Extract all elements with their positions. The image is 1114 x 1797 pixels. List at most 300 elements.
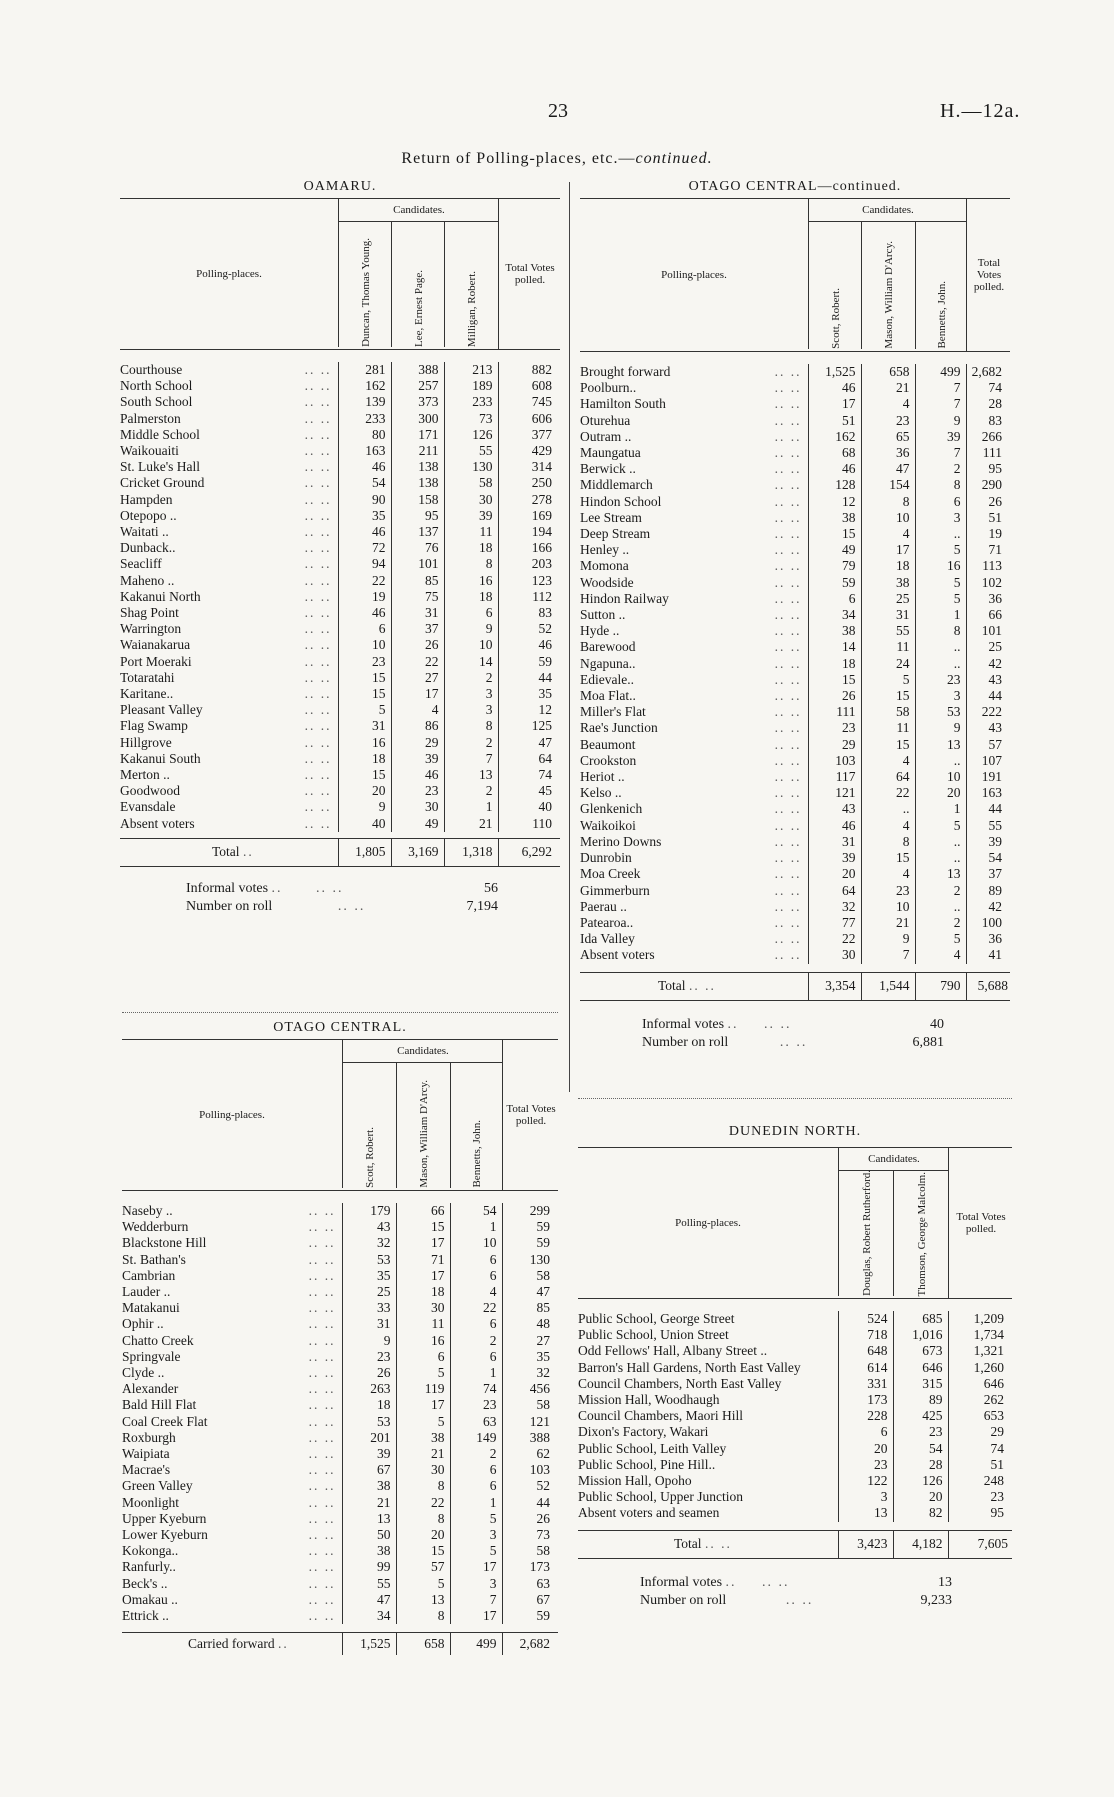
candidate-votes-cell: 32 [808,899,861,915]
total-votes-cell: 54 [966,850,1010,866]
polling-place-name: Flag Swamp .. .. [120,718,332,734]
candidate-votes-cell: 8 [444,718,498,734]
candidate-votes-cell: 8 [861,494,915,510]
total-votes-cell: 25 [966,639,1010,655]
polling-place-name: Ida Valley .. .. [580,931,802,947]
column-divider [569,182,570,1092]
polling-place-name: Chatto Creek .. .. [122,1332,336,1348]
table-row [122,1252,558,1268]
total-votes-cell: 646 [948,1376,1012,1392]
candidate-votes-cell: 30 [444,492,498,508]
polling-place-name: Hyde .. .. .. [580,623,802,639]
candidate-name: Bennetts, John. [915,221,967,349]
table-row [580,801,1010,817]
carried-forward-row: Carried forward .. 1,525 658 499 2,682 [122,1632,558,1655]
polling-place-name: Naseby .. .. .. [122,1203,336,1218]
candidate-votes-cell: .. [915,850,966,866]
polling-place-name: Pleasant Valley .. .. [120,702,332,718]
candidate-votes-cell: 23 [338,654,391,670]
table-row [122,1235,558,1251]
candidate-votes-cell: 6 [808,591,861,607]
candidate-votes-cell: 658 [861,364,915,380]
total-votes-cell: 222 [966,704,1010,720]
candidate-votes-cell: 23 [808,720,861,736]
candidate-votes-cell: 685 [893,1311,948,1327]
candidates-heading: Candidates. [808,199,967,222]
total-votes-cell: 278 [498,492,560,508]
candidate-votes-cell: 22 [396,1495,450,1511]
table-row [580,380,1010,396]
candidate-votes-cell: 122 [838,1473,893,1489]
polling-place-name: Poolburn.. .. .. [580,380,802,396]
candidate-votes-cell: 38 [861,575,915,591]
polling-place-name: Seacliff .. .. [120,556,332,572]
candidate-votes-cell: 1 [915,801,966,817]
total-votes-cell: 27 [502,1333,558,1349]
total-votes-cell: 377 [498,427,560,443]
candidate-votes-cell: 14 [444,654,498,670]
polling-place-name: Springvale .. .. [122,1348,336,1364]
candidate-votes-cell: 21 [396,1446,450,1462]
candidate-votes-cell: 121 [808,785,861,801]
table-header [578,1147,1012,1299]
candidate-votes-cell: 53 [915,704,966,720]
polling-place-name: Karitane.. .. .. [120,686,332,702]
candidate-votes-cell: 46 [808,380,861,396]
table-row [580,623,1010,639]
polling-place-name: Port Moeraki .. .. [120,653,332,669]
polling-place-name: Gimmerburn .. .. [580,882,802,898]
candidate-votes-cell: 8 [861,834,915,850]
candidate-votes-cell: 11 [444,524,498,540]
total-votes-cell: 42 [966,899,1010,915]
candidate-votes-cell: 46 [808,818,861,834]
candidate-votes-cell: 58 [444,475,498,491]
total-votes-cell: 59 [502,1219,558,1235]
table-row [580,542,1010,558]
candidate-name: Milligan, Robert. [444,221,499,347]
total-votes-cell: 58 [502,1268,558,1284]
candidate-votes-cell: 55 [342,1576,396,1592]
candidate-votes-cell: 6 [915,494,966,510]
polling-place-name: Mission Hall, Woodhaugh [578,1392,720,1408]
table-row [122,1527,558,1543]
candidate-votes-cell: 10 [915,769,966,785]
candidate-votes-cell: 5 [450,1511,502,1527]
table-row [122,1349,558,1365]
total-votes-cell: 83 [966,413,1010,429]
table-row [122,1414,558,1430]
candidate-votes-cell: 38 [342,1478,396,1494]
candidate-votes-cell: 388 [391,362,444,378]
table-row [120,605,560,621]
table-row [578,1457,1012,1473]
table-row [580,818,1010,834]
polling-place-name: Warrington .. .. [120,621,332,637]
candidate-votes-cell: 22 [861,785,915,801]
candidate-votes-cell: 162 [338,378,391,394]
candidate-votes-cell: 38 [396,1430,450,1446]
candidate-votes-cell: 263 [342,1381,396,1397]
polling-place-name: Oturehua .. .. [580,412,802,428]
candidate-votes-cell: 5 [396,1414,450,1430]
candidate-votes-cell: 614 [838,1360,893,1376]
table-row [580,591,1010,607]
total-votes-heading: Total Votes polled. [502,1040,559,1190]
candidate-votes-cell: 13 [915,737,966,753]
candidate-votes-cell: 15 [861,737,915,753]
candidate-votes-cell: 15 [808,672,861,688]
candidate-votes-cell: 80 [338,427,391,443]
candidate-votes-cell: 257 [391,378,444,394]
candidate-votes-cell: 49 [808,542,861,558]
total-votes-cell: 191 [966,769,1010,785]
table-row [580,429,1010,445]
candidate-votes-cell: 55 [444,443,498,459]
polling-place-name: Wedderburn .. .. [122,1219,336,1235]
district-title: OAMARU. [303,179,377,194]
total-votes-cell: 41 [966,947,1010,963]
candidate-votes-cell: 17 [391,686,444,702]
total-votes-cell: 45 [498,783,560,799]
total-votes-cell: 130 [502,1252,558,1268]
candidate-votes-cell: 3 [450,1576,502,1592]
table-row [120,686,560,702]
table-row [580,834,1010,850]
table-row [580,575,1010,591]
table-row [122,1511,558,1527]
candidate-votes-cell: 1 [444,799,498,815]
candidate-votes-cell: 18 [808,656,861,672]
polling-place-name: Macrae's .. .. [122,1462,336,1478]
candidate-votes-cell: 74 [450,1381,502,1397]
candidate-votes-cell: 4 [861,396,915,412]
table-row [122,1365,558,1381]
candidate-votes-cell: 46 [338,605,391,621]
candidate-votes-cell: 71 [396,1252,450,1268]
candidate-votes-cell: 20 [808,866,861,882]
candidate-votes-cell: 35 [338,508,391,524]
table-row [580,737,1010,753]
candidate-votes-cell: 18 [444,540,498,556]
candidate-votes-cell: 32 [342,1235,396,1251]
table-row [120,411,560,427]
candidate-votes-cell: 72 [338,540,391,556]
polling-place-name: Waitati .. .. .. [120,524,332,540]
polling-place-name: Brought forward .. .. [580,364,802,379]
polling-place-name: Lee Stream .. .. [580,509,802,525]
results-table [122,1203,558,1624]
candidate-votes-cell: 1,016 [893,1327,948,1343]
polling-place-name: Hampden .. .. [120,491,332,507]
total-votes-cell: 74 [966,380,1010,396]
candidate-votes-cell: 39 [342,1446,396,1462]
candidate-votes-cell: 648 [838,1343,893,1359]
candidate-votes-cell: 158 [391,492,444,508]
candidates-heading: Candidates. [338,199,499,222]
candidate-votes-cell: 46 [338,459,391,475]
candidate-votes-cell: 7 [915,380,966,396]
candidate-votes-cell: 20 [915,785,966,801]
candidate-votes-cell: 66 [396,1203,450,1219]
candidate-name: Duncan, Thomas Young. [338,221,392,347]
candidate-votes-cell: 13 [396,1592,450,1608]
total-votes-cell: 74 [948,1441,1012,1457]
candidate-votes-cell: 17 [396,1235,450,1251]
candidate-votes-cell: 47 [342,1592,396,1608]
polling-place-name: Palmerston .. .. [120,410,332,426]
candidate-votes-cell: 7 [444,751,498,767]
table-row [120,670,560,686]
candidate-votes-cell: 18 [338,751,391,767]
candidate-votes-cell: 7 [861,947,915,963]
candidate-votes-cell: 4 [861,866,915,882]
total-votes-cell: 123 [498,573,560,589]
table-row [578,1311,1012,1327]
candidate-votes-cell: 5 [915,575,966,591]
candidate-votes-cell: 7 [915,445,966,461]
polling-place-name: Public School, Pine Hill.. [578,1456,716,1472]
total-votes-cell: 456 [502,1381,558,1397]
candidate-votes-cell: 58 [861,704,915,720]
total-votes-cell: 173 [502,1559,558,1575]
table-row [120,816,560,832]
polling-place-name: Outram .. .. .. [580,428,802,444]
candidate-votes-cell: 5 [915,542,966,558]
candidate-votes-cell: 5 [338,702,391,718]
candidate-votes-cell: 4 [861,526,915,542]
candidate-votes-cell: 20 [838,1441,893,1457]
table-row [578,1424,1012,1440]
candidate-votes-cell: 73 [444,411,498,427]
return-title: Return of Polling-places, etc.—continued. [401,150,713,167]
candidate-votes-cell: 63 [450,1414,502,1430]
table-row [580,785,1010,801]
polling-place-name: Patearoa.. .. .. [580,914,802,930]
polling-place-name: Deep Stream .. .. [580,526,802,542]
candidate-votes-cell: 31 [338,718,391,734]
candidate-votes-cell: 55 [861,623,915,639]
polling-place-name: Council Chambers, North East Valley [578,1375,782,1391]
candidate-votes-cell: 163 [338,443,391,459]
table-row [580,461,1010,477]
candidate-votes-cell: 2 [915,461,966,477]
candidate-votes-cell: 5 [915,931,966,947]
candidate-votes-cell: 53 [342,1414,396,1430]
table-row [578,1376,1012,1392]
candidate-votes-cell: 57 [396,1559,450,1575]
polling-place-name: Public School, George Street [578,1311,735,1326]
total-votes-cell: 35 [498,686,560,702]
candidate-votes-cell: 139 [338,394,391,410]
candidate-votes-cell: 23 [450,1397,502,1413]
total-votes-cell: 110 [498,816,560,832]
polling-place-name: Middle School .. .. [120,426,332,442]
candidate-votes-cell: 499 [915,364,966,380]
candidate-votes-cell: 119 [396,1381,450,1397]
candidate-votes-cell: 13 [915,866,966,882]
table-row [580,510,1010,526]
polling-place-name: Absent voters .. .. [580,947,802,963]
total-votes-cell: 26 [966,494,1010,510]
candidate-votes-cell: 13 [838,1505,893,1521]
candidate-votes-cell: .. [915,899,966,915]
polling-place-name: Waipiata .. .. [122,1446,336,1462]
candidate-votes-cell: 16 [338,735,391,751]
table-row [122,1462,558,1478]
total-votes-cell: 57 [966,737,1010,753]
candidate-votes-cell: 149 [450,1430,502,1446]
candidate-votes-cell: 12 [808,494,861,510]
candidate-votes-cell: 28 [893,1457,948,1473]
table-row [580,672,1010,688]
table-row [580,850,1010,866]
polling-place-name: Odd Fellows' Hall, Albany Street .. [578,1343,768,1359]
candidate-votes-cell: 6 [838,1424,893,1440]
candidate-votes-cell: 25 [342,1284,396,1300]
candidate-votes-cell: 34 [342,1608,396,1624]
polling-place-name: Barron's Hall Gardens, North East Valley [578,1359,801,1375]
polling-place-name: Barewood .. .. [580,639,802,655]
table-row [120,589,560,605]
table-row [122,1495,558,1511]
table-row [120,735,560,751]
total-votes-cell: 42 [966,656,1010,672]
candidate-votes-cell: 15 [861,850,915,866]
table-row [578,1392,1012,1408]
candidate-votes-cell: 77 [808,915,861,931]
candidate-votes-cell: 43 [808,801,861,817]
total-votes-cell: 1,209 [948,1311,1012,1327]
candidate-votes-cell: 213 [444,362,498,378]
candidate-votes-cell: 138 [391,475,444,491]
candidate-votes-cell: 30 [808,947,861,963]
candidate-votes-cell: 82 [893,1505,948,1521]
candidate-votes-cell: 18 [444,589,498,605]
total-votes-cell: 44 [498,670,560,686]
table-row [580,947,1010,963]
candidate-votes-cell: 331 [838,1376,893,1392]
candidate-votes-cell: .. [915,639,966,655]
candidate-votes-cell: 6 [450,1252,502,1268]
candidate-votes-cell: 8 [915,623,966,639]
total-votes-cell: 37 [966,866,1010,882]
candidate-votes-cell: 22 [450,1300,502,1316]
table-row [120,654,560,670]
total-votes-cell: 39 [966,834,1010,850]
polling-place-name: St. Bathan's .. .. [122,1251,336,1267]
candidate-votes-cell: 138 [391,459,444,475]
candidate-votes-cell: 233 [444,394,498,410]
polling-place-name: Miller's Flat .. .. [580,704,802,720]
candidate-votes-cell: 13 [342,1511,396,1527]
candidate-votes-cell: 1,525 [808,364,861,380]
candidate-votes-cell: 6 [450,1462,502,1478]
table-row [120,783,560,799]
total-votes-cell: 51 [966,510,1010,526]
total-votes-heading: Total Votes polled. [966,199,1011,351]
polling-place-name: Moonlight .. .. [122,1494,336,1510]
candidate-votes-cell: 2 [915,883,966,899]
candidate-votes-cell: 31 [861,607,915,623]
candidate-votes-cell: 524 [838,1311,893,1327]
table-row [580,866,1010,882]
total-votes-cell: 101 [966,623,1010,639]
candidate-votes-cell: 8 [396,1478,450,1494]
candidate-votes-cell: 90 [338,492,391,508]
candidate-votes-cell: 37 [391,621,444,637]
candidate-votes-cell: 75 [391,589,444,605]
polling-place-name: Council Chambers, Maori Hill [578,1408,743,1424]
candidate-votes-cell: 15 [808,526,861,542]
total-votes-cell: 1,260 [948,1360,1012,1376]
table-header [122,1039,558,1191]
table-row [122,1203,558,1219]
candidate-votes-cell: 15 [338,686,391,702]
table-row [122,1316,558,1332]
polling-place-name: Cambrian .. .. [122,1267,336,1283]
candidate-name: Thomson, George Malcolm. [893,1170,949,1296]
candidate-votes-cell: 2 [444,670,498,686]
candidate-votes-cell: 38 [808,623,861,639]
polling-place-name: Matakanui .. .. [122,1300,336,1316]
candidate-votes-cell: 126 [444,427,498,443]
polling-place-name: Waianakarua .. .. [120,637,332,653]
total-votes-cell: 28 [966,396,1010,412]
candidate-votes-cell: 2 [450,1446,502,1462]
candidate-votes-cell: 46 [391,767,444,783]
total-votes-cell: 23 [948,1489,1012,1505]
candidate-name: Scott, Robert. [342,1062,397,1188]
table-row [580,413,1010,429]
candidate-votes-cell: 2 [915,915,966,931]
candidate-votes-cell: 59 [808,575,861,591]
total-votes-cell: 290 [966,477,1010,493]
candidate-votes-cell: 17 [396,1268,450,1284]
polling-place-name: Maheno .. .. .. [120,572,332,588]
candidate-votes-cell: 35 [342,1268,396,1284]
candidate-votes-cell: 27 [391,670,444,686]
candidate-votes-cell: 373 [391,394,444,410]
table-row [122,1592,558,1608]
candidate-votes-cell: 1 [450,1495,502,1511]
candidate-votes-cell: 10 [444,637,498,653]
total-votes-cell: 35 [502,1349,558,1365]
polling-place-name: Momona .. .. [580,558,802,574]
candidate-votes-cell: 6 [450,1349,502,1365]
polling-place-name: Woodside .. .. [580,574,802,590]
table-row [580,639,1010,655]
total-votes-cell: 429 [498,443,560,459]
candidate-votes-cell: 22 [391,654,444,670]
total-votes-cell: 100 [966,915,1010,931]
candidate-votes-cell: 4 [450,1284,502,1300]
candidate-votes-cell: 20 [893,1489,948,1505]
total-votes-cell: 85 [502,1300,558,1316]
candidate-votes-cell: 54 [893,1441,948,1457]
candidate-votes-cell: 171 [391,427,444,443]
candidate-votes-cell: .. [915,834,966,850]
candidate-votes-cell: 46 [338,524,391,540]
total-votes-cell: 40 [498,799,560,815]
candidate-votes-cell: 13 [444,767,498,783]
total-votes-cell: 103 [502,1462,558,1478]
polling-place-name: Moa Creek .. .. [580,866,802,882]
polling-place-name: Hindon Railway .. .. [580,590,802,606]
table-row [120,394,560,410]
candidate-votes-cell: 5 [915,818,966,834]
total-votes-cell: 745 [498,394,560,410]
